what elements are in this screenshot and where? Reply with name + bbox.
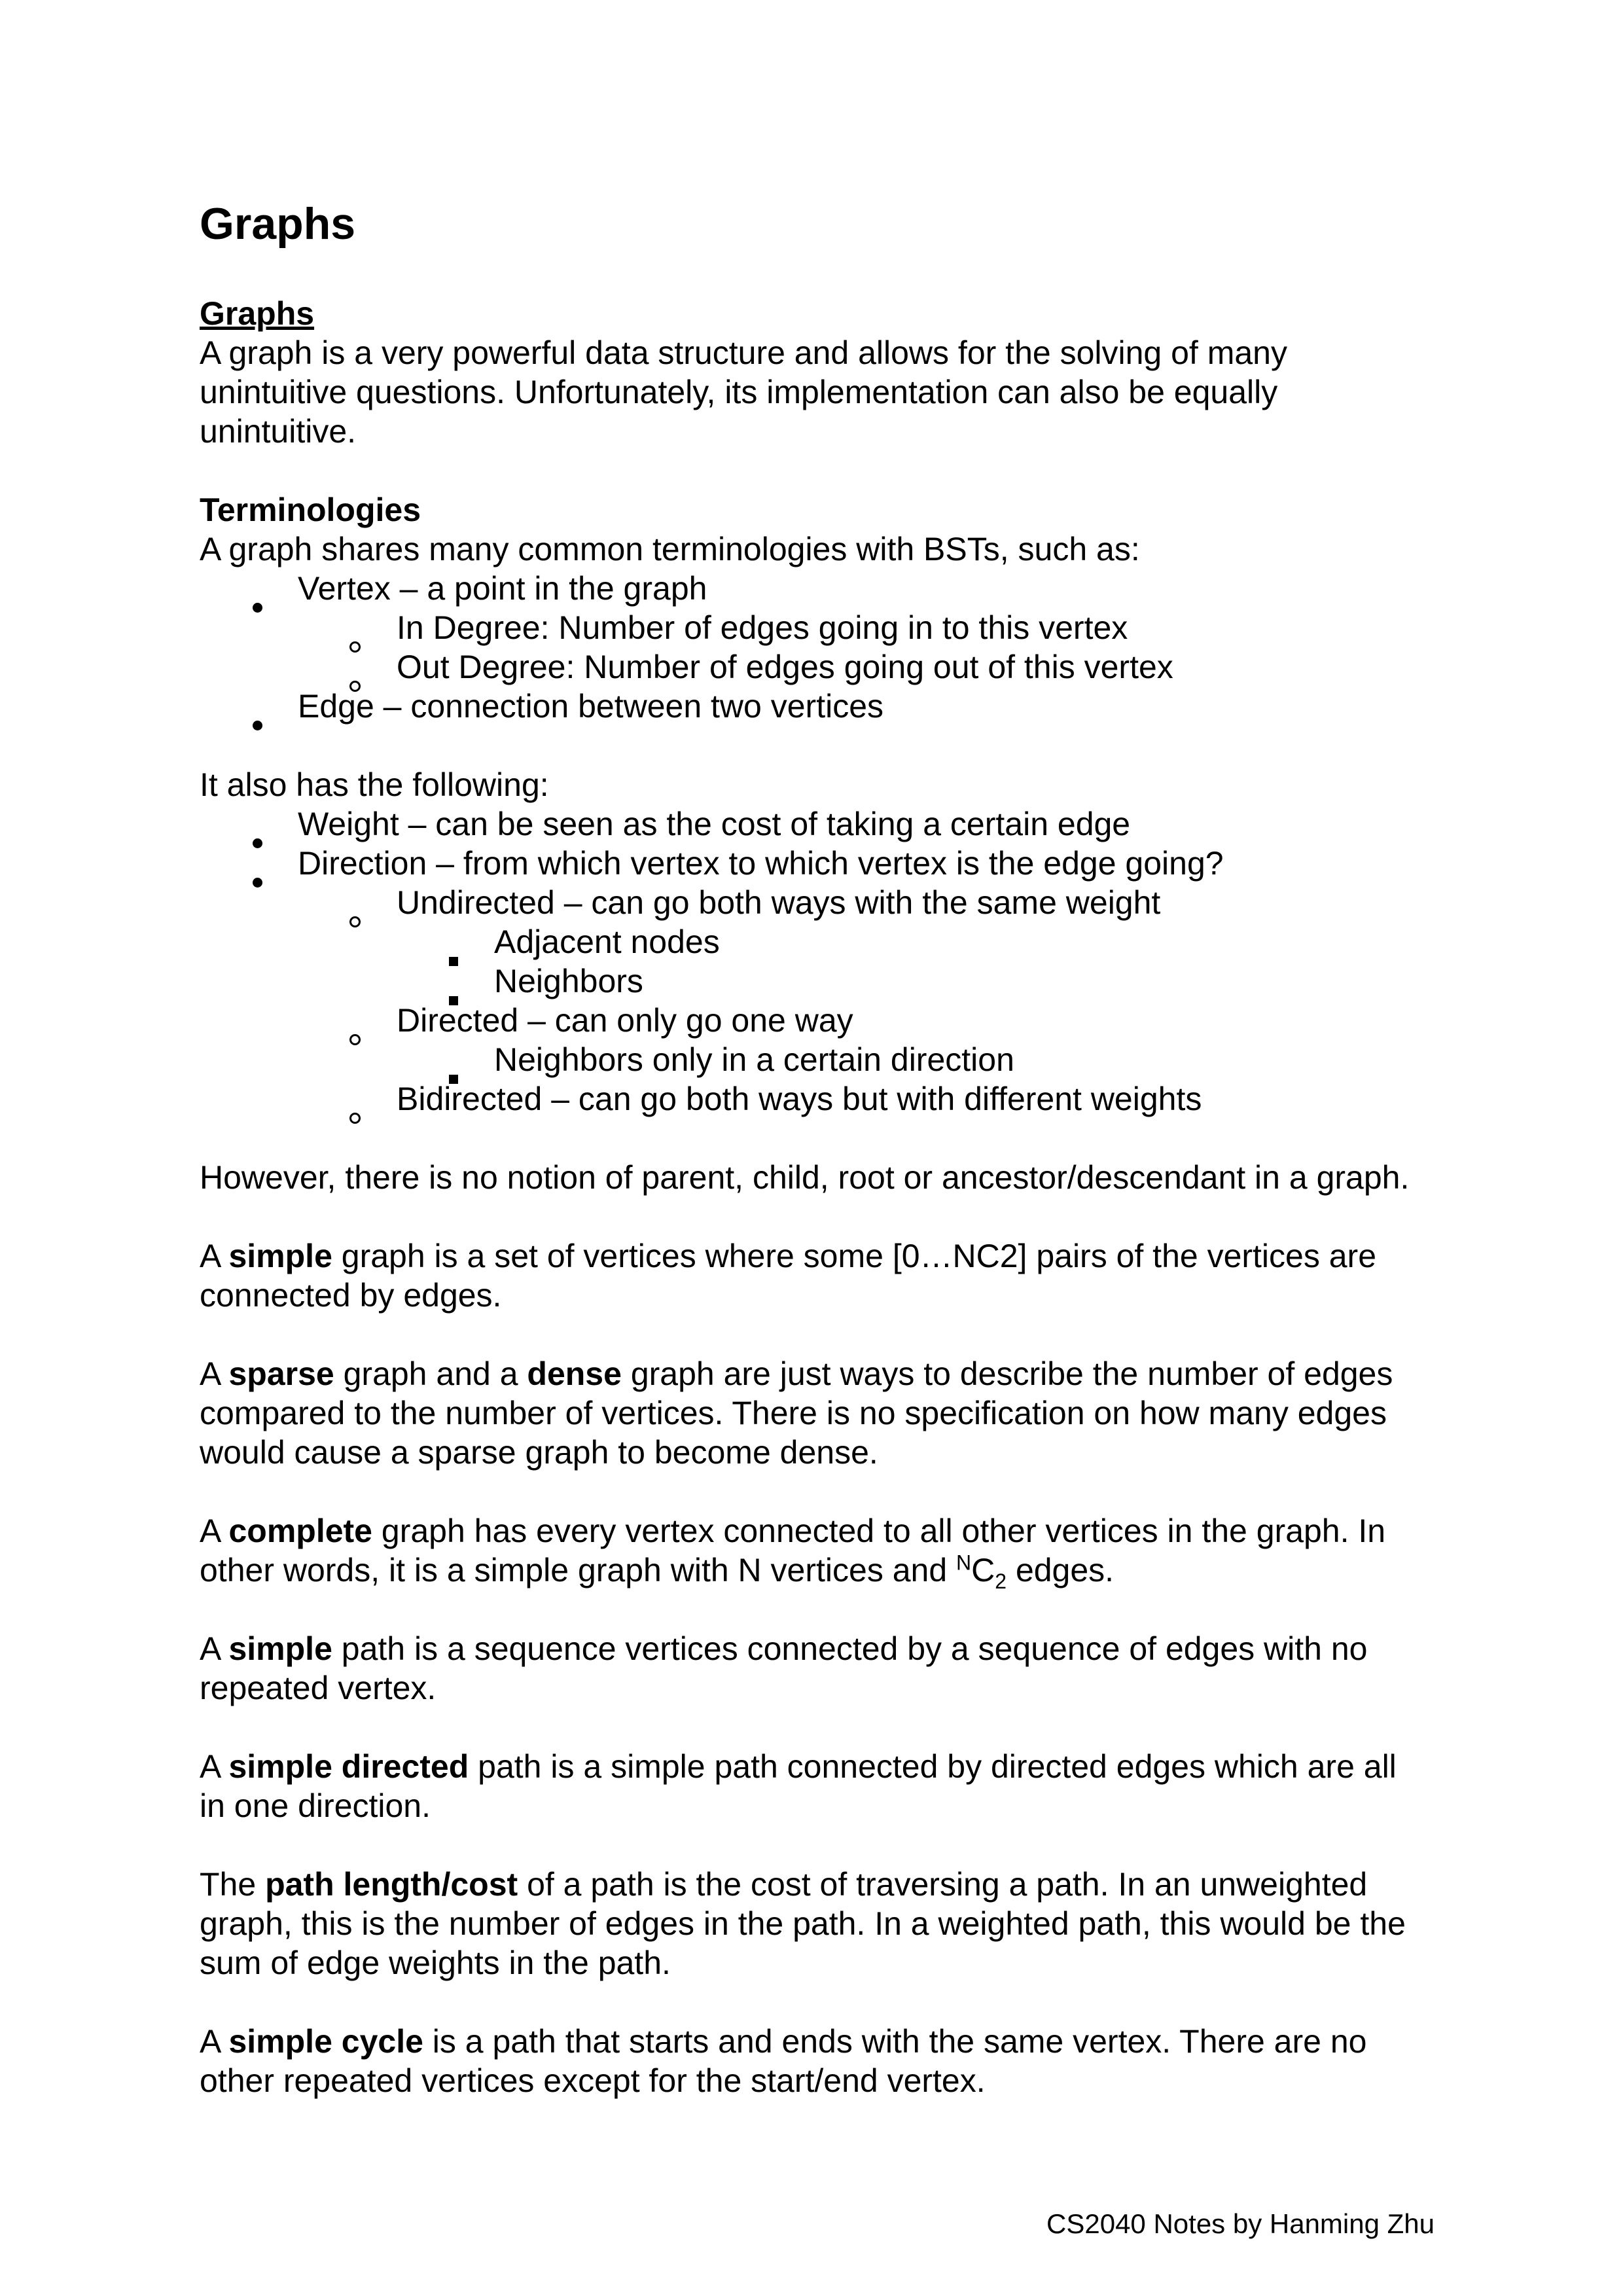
paragraph-line: connected by edges. bbox=[200, 1277, 502, 1314]
bullet-circle-icon bbox=[349, 622, 361, 661]
term-bold: simple directed bbox=[228, 1748, 469, 1785]
paragraph-line: A simple path is a sequence vertices connected by a sequence of edges with no bbox=[200, 1630, 1368, 1667]
paragraph-line: However, there is no notion of parent, child, root or ancestor/descendant in a graph. bbox=[200, 1159, 1410, 1196]
list-item: Weight – can be seen as the cost of taking a certain edge bbox=[298, 806, 1131, 842]
term-bold: dense bbox=[527, 1355, 622, 1392]
bullet-square-icon bbox=[449, 935, 458, 975]
term-bold: path length/cost bbox=[265, 1866, 518, 1903]
bullet-dot-icon bbox=[253, 700, 262, 739]
paragraph-line: other words, it is a simple graph with N vertices and $^NC_2$ edges. bbox=[200, 1551, 1115, 1593]
paragraph-line: in one direction. bbox=[200, 1787, 431, 1824]
term-bold: complete bbox=[228, 1513, 372, 1549]
page-title: Graphs bbox=[200, 199, 356, 249]
term-bold: simple bbox=[228, 1630, 332, 1667]
paragraph-line: A complete graph has every vertex connected to all other vertices in the graph. In bbox=[200, 1513, 1386, 1549]
paragraph-line: sum of edge weights in the path. bbox=[200, 1945, 671, 1981]
page-footer: CS2040 Notes by Hanming Zhu bbox=[1046, 2208, 1435, 2239]
paragraph-line: A simple directed path is a simple path connected by directed edges which are all bbox=[200, 1748, 1397, 1785]
paragraph-line: compared to the number of vertices. There is no specification on how many edges bbox=[200, 1395, 1387, 1431]
paragraph-line: graph, this is the number of edges in the path. In a weighted path, this would be the bbox=[200, 1905, 1406, 1942]
paragraph-line: would cause a sparse graph to become dense. bbox=[200, 1434, 878, 1471]
bullet-circle-icon bbox=[349, 1093, 361, 1132]
list-item: Edge – connection between two vertices bbox=[298, 688, 883, 725]
paragraph-line: other repeated vertices except for the start/end vertex. bbox=[200, 2062, 986, 2099]
paragraph-line: A graph is a very powerful data structure and allows for the solving of many bbox=[200, 334, 1287, 371]
bullet-circle-icon bbox=[349, 897, 361, 936]
list-item: Directed – can only go one way bbox=[397, 1002, 853, 1039]
bullet-dot-icon bbox=[253, 582, 262, 621]
paragraph-line: unintuitive questions. Unfortunately, its implementation can also be equally bbox=[200, 374, 1278, 410]
section-heading-graphs: Graphs bbox=[200, 295, 315, 332]
bullet-dot-icon bbox=[253, 817, 262, 857]
term-bold: simple bbox=[228, 1238, 332, 1274]
list-item: Direction – from which vertex to which vertex is the edge going? bbox=[298, 845, 1224, 882]
paragraph-line: A graph shares many common terminologies with BSTs, such as: bbox=[200, 531, 1140, 567]
list-item: Bidirected – can go both ways but with different weights bbox=[397, 1081, 1202, 1117]
list-item: Vertex – a point in the graph bbox=[298, 570, 707, 607]
list-item: Neighbors only in a certain direction bbox=[494, 1041, 1014, 1078]
list-item: Neighbors bbox=[494, 963, 643, 999]
list-item: In Degree: Number of edges going in to this vertex bbox=[397, 609, 1128, 646]
paragraph-line: A sparse graph and a dense graph are just ways to describe the number of edges bbox=[200, 1355, 1393, 1392]
list-item: Undirected – can go both ways with the same weight bbox=[397, 884, 1161, 921]
section-heading-terminologies: Terminologies bbox=[200, 492, 421, 528]
paragraph-line: unintuitive. bbox=[200, 413, 357, 450]
paragraph-line: The path length/cost of a path is the cost of traversing a path. In an unweighted bbox=[200, 1866, 1368, 1903]
term-bold: sparse bbox=[228, 1355, 334, 1392]
list-item: Adjacent nodes bbox=[494, 924, 720, 960]
term-bold: simple cycle bbox=[228, 2023, 423, 2060]
paragraph-line: It also has the following: bbox=[200, 766, 549, 803]
list-item: Out Degree: Number of edges going out of this vertex bbox=[397, 649, 1173, 685]
paragraph-line: A simple cycle is a path that starts and ends with the same vertex. There are no bbox=[200, 2023, 1367, 2060]
bullet-circle-icon bbox=[349, 1014, 361, 1054]
bullet-dot-icon bbox=[253, 857, 262, 896]
paragraph-line: repeated vertex. bbox=[200, 1670, 437, 1706]
paragraph-line: A simple graph is a set of vertices where some [0…NC2] pairs of the vertices are bbox=[200, 1238, 1377, 1274]
